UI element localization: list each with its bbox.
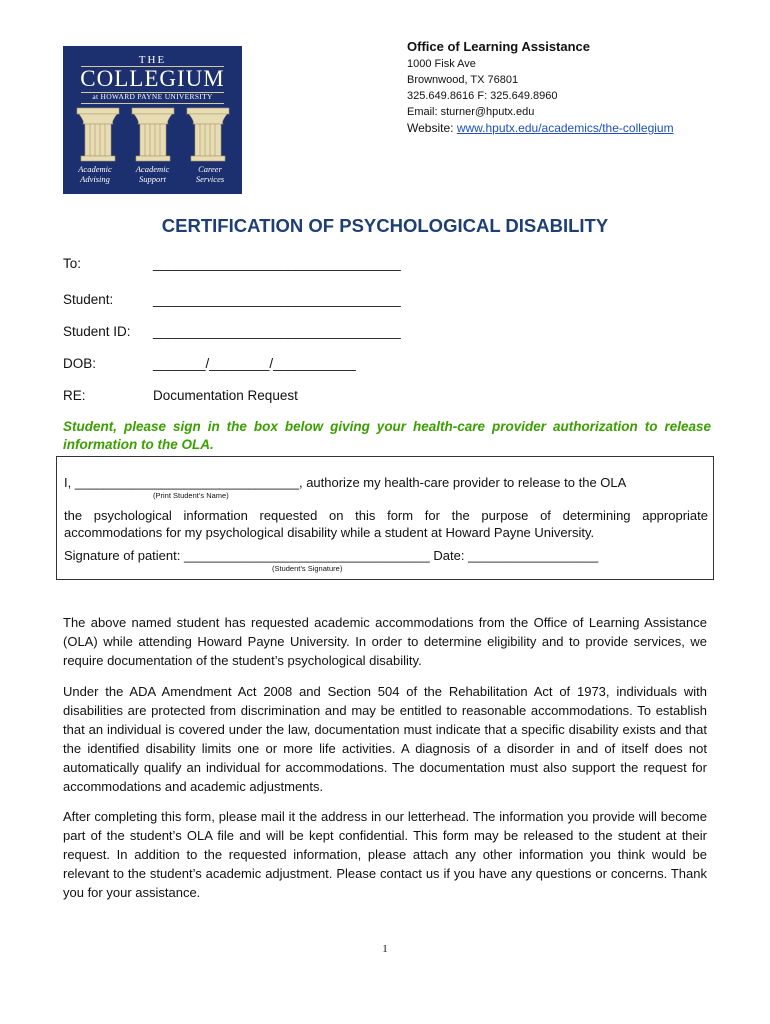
signature-instruction: Student, please sign in the box below giving your health-care provider authorization to release information to the OLA. <box>63 419 711 452</box>
dob-blank[interactable]: _______/________/___________ <box>153 356 356 371</box>
address-line-2: Brownwood, TX 76801 <box>407 74 519 86</box>
field-label: To: <box>63 256 82 271</box>
document-title: CERTIFICATION OF PSYCHOLOGICAL DISABILITY <box>161 215 609 236</box>
field-label: Student: <box>63 292 114 307</box>
re-value: Documentation Request <box>153 388 298 403</box>
website <box>407 120 674 136</box>
letterhead <box>407 38 674 136</box>
paragraph-ada: Under the ADA Amendment Act 2008 and Section 504 of the Rehabilitation Act of 1973, individuals with disabilities are protected from discrimination and may be entitled to reasonable accommodations. To establish that an individual is covered under the law, documentation must indicate that a specific disability exists and that the identified disability limits one or more life activities. A diagnosis of a disorder in and of itself does not automatically qualify an individual for accommodations. The documentation must also support the request for accommodations and academic adjustments. <box>63 684 707 794</box>
office-name: Office of Learning Assistance <box>407 39 591 54</box>
logo-rule-bottom <box>81 103 224 104</box>
logo-text-collegium: COLLEGIUM <box>80 66 225 91</box>
page-number: 1 <box>382 943 388 955</box>
field-label: RE: <box>63 388 86 403</box>
to-blank[interactable]: _________________________________ <box>153 256 401 271</box>
signature-line[interactable]: Signature of patient: __________________________________ Date: __________________ <box>64 548 599 563</box>
paragraph-instructions: After completing this form, please mail it the address in our letterhead. The information you provide will become part of the student’s OLA file and will be kept confidential. This form may be released to the student at their request. In addition to the requested information, please attach any other information you think would be relevant to the student’s academic adjustment. Please contact us if you have any questions or concerns. Thank you for your assistance. <box>63 809 707 900</box>
website-label: Website: <box>407 121 454 135</box>
logo-text-university: at HOWARD PAYNE UNIVERSITY <box>92 92 213 101</box>
logo-caption-advising: Academic Advising <box>78 164 112 184</box>
paragraph-request: The above named student has requested academic accommodations from the Office of Learning Assistance (OLA) while attending Howard Payne University. In order to determine eligibility and to provide services, we require documentation of the student’s psychological disability. <box>63 615 707 668</box>
columns-icon <box>73 106 232 162</box>
address-line-1: 1000 Fisk Ave <box>407 58 476 70</box>
collegium-logo <box>63 46 242 194</box>
logo-text-the: THE <box>138 54 167 66</box>
authorize-line[interactable]: I, _______________________________, authorize my health-care provider to release to the OLA <box>64 475 627 490</box>
authorization-box <box>56 456 714 580</box>
signature-caption: (Student’s Signature) <box>272 564 343 573</box>
authorization-paragraph: the psychological information requested on this form for the purpose of determining appropriate accommodations for my psychological disability while a student at Howard Payne University. <box>64 508 708 540</box>
student-blank[interactable]: _________________________________ <box>153 292 401 307</box>
field-label: Student ID: <box>63 324 131 339</box>
phone-fax: 325.649.8616 F: 325.649.8960 <box>407 90 558 102</box>
logo-caption-support: Academic Support <box>135 164 170 184</box>
logo-caption-career: Career Services <box>195 164 225 184</box>
print-name-caption: (Print Student’s Name) <box>153 491 229 500</box>
logo-captions <box>69 164 236 184</box>
website-link[interactable]: www.hputx.edu/academics/the-collegium <box>456 121 674 135</box>
email: Email: sturner@hputx.edu <box>407 106 535 118</box>
field-label: DOB: <box>63 356 97 371</box>
student-id-blank[interactable]: _________________________________ <box>153 324 401 339</box>
